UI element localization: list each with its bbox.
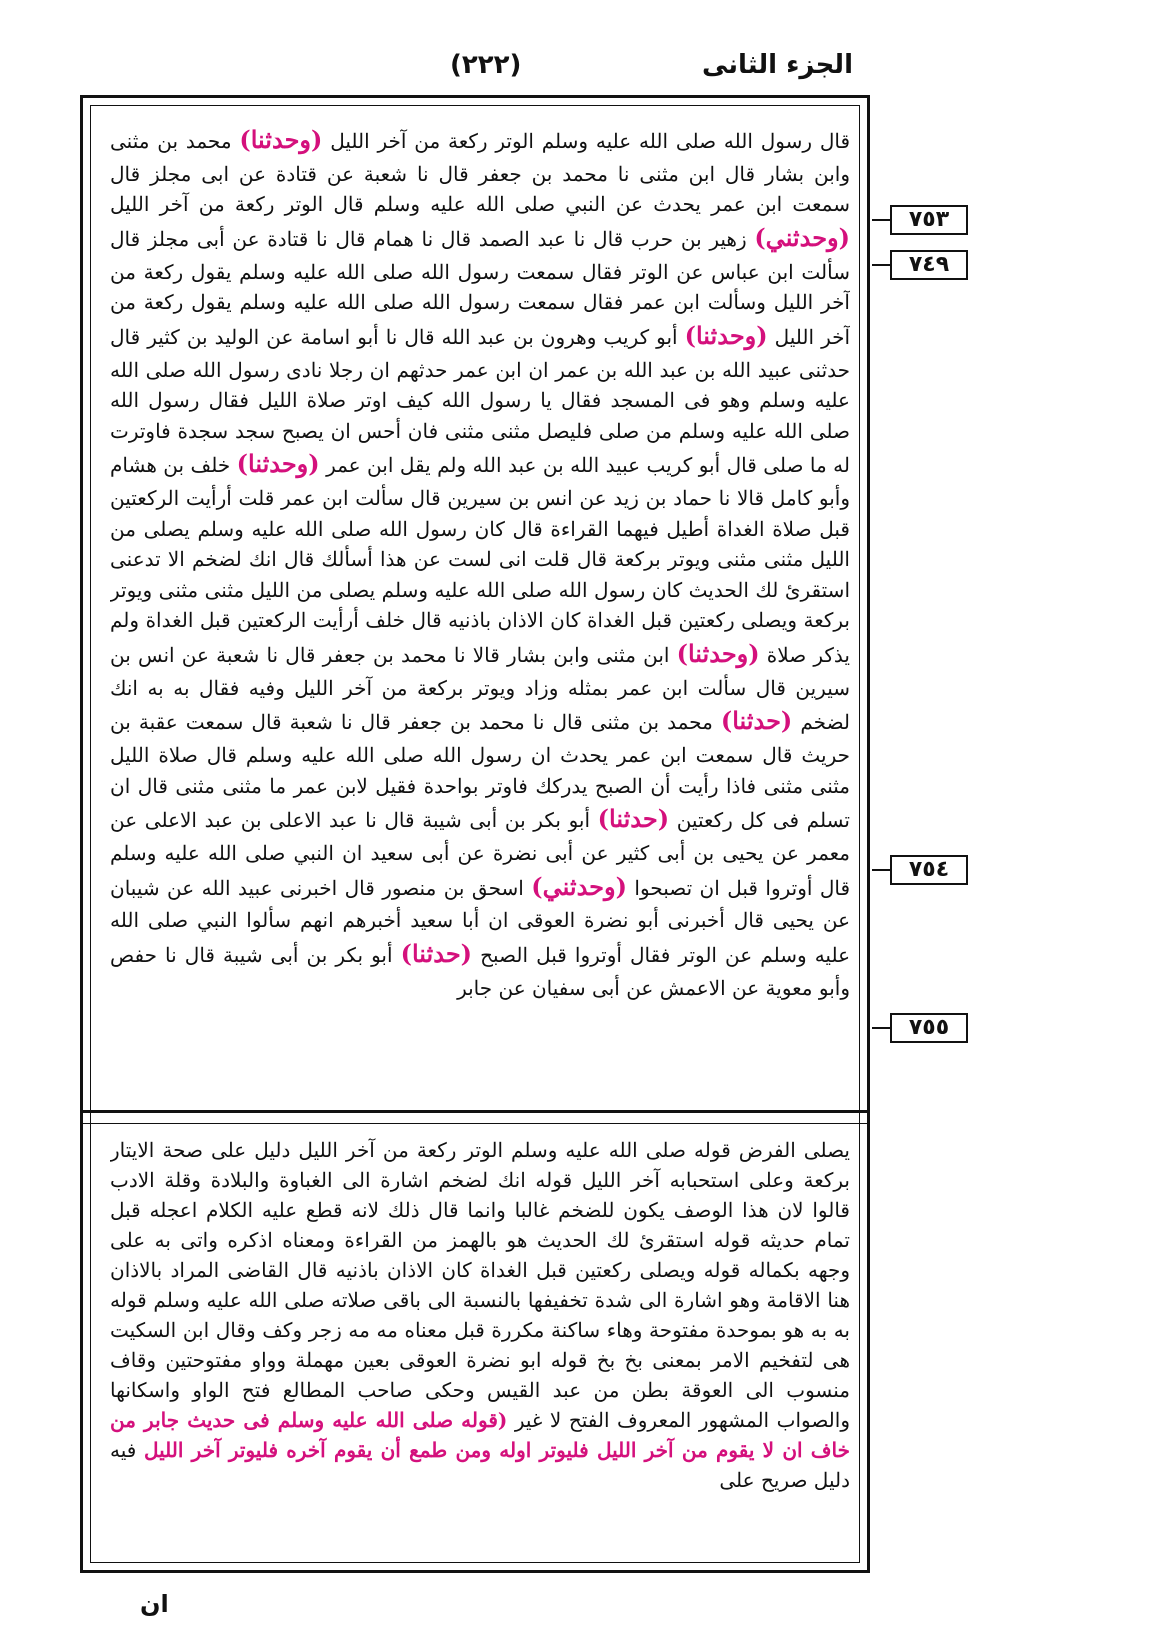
margin-hadith-number: ٧٥٥ [890,1013,968,1043]
commentary-text [110,1135,850,1565]
commentary-body: يصلى الفرض قوله صلى الله عليه وسلم الوتر ركعة من آخر الليل دليل على صحة الايتار بركعة وعلى استحبابه آخر الليل قوله انك لضخم اشارة الى الغباوة والبلادة وقلة الادب قالوا لان هذا الوصف يكون للضخم غالبا وانما قال ذلك لانه قطع عليه الكلام اعجله قبل تمام حديثه قوله استقرئ لك الحديث هو بالهمز من القراءة ومعناه اذكره واتى به على وجهه بكماله قوله ويصلى ركعتين قبل الغداة كان الاذان باذنيه قال القاضى المراد بالاذان هنا الاقامة وهو اشارة الى شدة تخفيفها بالنسبة الى باقى صلاته صلى الله عليه وسلم قوله به به هو بموحدة مفتوحة وهاء ساكنة مكررة قبل معناه مه مه زجر وكف وقال ابن السكيت هى لتفخيم الامر بمعنى بخ بخ قوله ابو نضرة العوقى بعين مهملة وواو مفتوحتين وقاف منسوب الى العوقة بطن من عبد القيس وحكى صاحب المطالع فتح الواو واسكانها والصواب المشهور المعروف الفتح لا غير [110,1138,850,1432]
chain-marker: (حدثنا) [400,938,473,968]
text-segment: خلف بن هشام وأبو كامل قالا نا حماد بن زيد عن انس بن سيرين قال سألت ابن عمر قلت أرأيت الركعتين قبل صلاة الغداة أطيل فيهما القراءة قال كان رسول الله صلى الله عليه وسلم يصلى من الليل مثنى مثنى ويوتر بركعة قال قلت انى لست عن هذا أسألك قال انك لضخم الا تدعنى استقرئ لك الحديث كان رسول الله صلى الله عليه وسلم يصلى من الليل مثنى مثنى ويوتر بركعة ويصلى ركعتين قبل الغداة كان الاذان باذنيه قال خلف أرأيت الركعتين قبل الغداة ولم يذكر صلاة [110,453,850,667]
chain-marker: (حدثنا) [720,706,793,736]
chain-marker: (حدثنا) [597,804,670,834]
text-segment: أبو بكر بن أبى شيبة قال نا حفص وأبو معوية عن الاعمش عن أبى سفيان عن جابر [110,942,850,1000]
text-segment: اسحق بن منصور قال اخبرنى عبيد الله عن شيبان عن يحيى قال أخبرنى أبو نضرة العوقى ان أبا سعيد أخبرهم انهم سألوا النبي صلى الله عليه وسلم عن الوتر فقال أوتروا قبل الصبح [110,875,850,967]
chain-marker: (وحدثنا) [676,639,760,668]
margin-hadith-number: ٧٥٣ [890,205,968,235]
hadith-main-text [110,122,850,1090]
chain-marker: (وحدثنا) [236,449,320,479]
page-number: (٢٢٢) [450,50,522,80]
text-segment: أبو كريب وهرون بن عبد الله قال نا أبو اسامة عن الوليد بن كثير قال حدثنى عبيد الله بن عبد الله بن عمر ان ابن عمر حدثهم ان رجلا نادى رسول الله صلى الله عليه وسلم وهو فى المسجد فقال يا رسول الله كيف اوتر صلاة الليل فقال رسول الله صلى الله عليه وسلم من صلى فليصل مثنى مثنى فان أحس ان يصبح سجد سجدة فاوترت له ما صلى قال أبو كريب عبيد الله بن عبد الله ولم يقل ابن عمر [110,324,850,478]
text-segment: أبو بكر بن أبى شيبة قال نا عبد الاعلى بن عبد الاعلى عن معمر عن يحيى بن أبى كثير عن أبى نضرة عن أبى سعيد ان النبي صلى الله عليه وسلم قال أوتروا قبل ان تصبحوا [110,808,850,900]
text-segment: محمد بن مثنى قال نا محمد بن جعفر قال نا شعبة قال سمعت عقبة بن حريث قال سمعت ابن عمر يحدث ان رسول الله صلى الله عليه وسلم قال صلاة الليل مثنى مثنى فاذا رأيت أن الصبح يدركك فاوتر بواحدة فقيل لابن عمر ما مثنى مثنى قال ان تسلم فى كل ركعتين [110,710,850,833]
text-segment: قال رسول الله صلى الله عليه وسلم الوتر ركعة من آخر الليل [330,129,850,153]
chain-marker: (وحدثني) [531,871,627,901]
text-segment: محمد بن مثنى وابن بشار قال ابن مثنى نا محمد بن جعفر قال نا شعبة عن قتادة عن ابى مجلز قال سمعت ابن عمر يحدث عن النبي صلى الله عليه وسلم قال الوتر ركعة من آخر الليل [110,129,850,217]
text-segment: ابن مثنى وابن بشار قالا نا محمد بن جعفر قال نا شعبة عن انس بن سيرين قال سألت ابن عمر بمثله وزاد ويوتر بركعة من آخر الليل وفيه فقال به به انك لضخم [110,643,850,735]
margin-hadith-number: ٧٥٤ [890,855,968,885]
commentary-highlight: (قوله صلى الله عليه وسلم فى حديث جابر من خاف ان لا يقوم من آخر الليل فليوتر اوله ومن طمع أن يقوم آخره فليوتر آخر الليل [110,1408,850,1462]
part-label: الجزء الثانى [701,50,853,80]
chain-marker: (وحدثنا) [684,320,768,350]
text-segment: زهير بن حرب قال نا عبد الصمد قال نا همام قال نا قتادة عن أبى مجلز قال سألت ابن عباس عن الوتر فقال سمعت رسول الله صلى الله عليه وسلم يقول ركعة من آخر الليل وسألت ابن عمر فقال سمعت رسول الله صلى الله عليه وسلم يقول ركعة من آخر الليل [110,226,850,349]
catchword: ان [140,1590,169,1618]
commentary-tail: فيه دليل صريح على [110,1438,850,1492]
margin-hadith-number: ٧٤٩ [890,250,968,280]
chain-marker: (وحدثنا) [239,125,323,154]
section-divider [83,1110,867,1124]
chain-marker: (وحدثني) [754,222,850,252]
